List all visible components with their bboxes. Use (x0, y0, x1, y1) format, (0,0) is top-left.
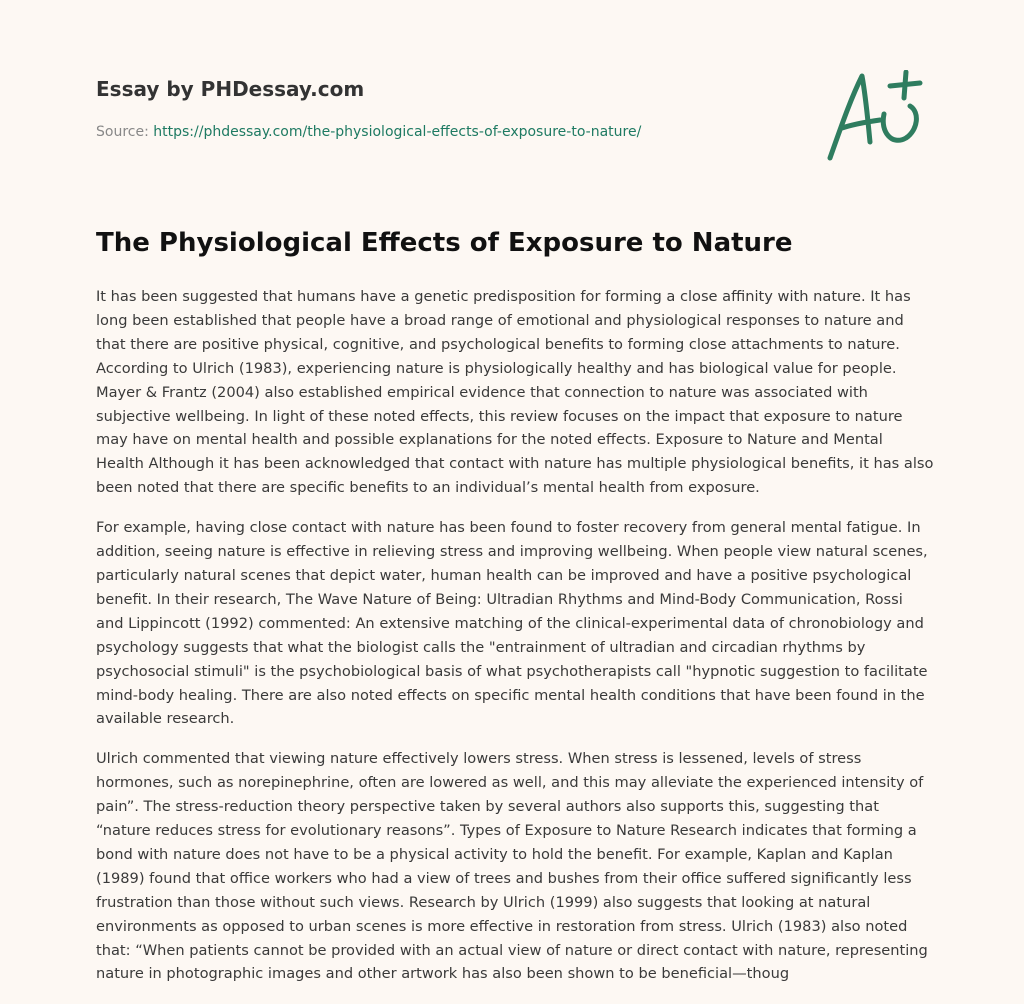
a-plus-logo (822, 70, 928, 162)
essay-title: The Physiological Effects of Exposure to Nature (96, 228, 793, 258)
essay-paragraph-1: It has been suggested that humans have a genetic predisposition for forming a close affinity with nature. It has long been established that people have a broad range of emotional and physiological responses to nature and that there are positive physical, cognitive, and psychological benefits to forming close attachments to nature. According to Ulrich (1983), experiencing nature is physiologically healthy and has biological value for people. Mayer & Frantz (2004) also established empirical evidence that connection to nature was associated with subjective wellbeing. In light of these noted effects, this review focuses on the impact that exposure to nature may have on mental health and possible explanations for the noted effects. Exposure to Nature and Mental Health Although it has been acknowledged that contact with nature has multiple physiological benefits, it has also been noted that there are specific benefits to an individual’s mental health from exposure. (96, 288, 934, 497)
a-plus-logo-icon (822, 70, 928, 162)
site-title: Essay by PHDessay.com (96, 77, 365, 101)
source-link[interactable]: https://phdessay.com/the-physiological-effects-of-exposure-to-nature/ (153, 124, 642, 140)
source-line (96, 124, 641, 140)
source-label: Source: (96, 124, 149, 140)
essay-body (96, 285, 934, 1002)
essay-paragraph-2: For example, having close contact with nature has been found to foster recovery from general mental fatigue. In addition, seeing nature is effective in relieving stress and improving wellbeing. When people view natural scenes, particularly natural scenes that depict water, human health can be improved and have a positive psychological benefit. In their research, The Wave Nature of Being: Ultradian Rhythms and Mind-Body Communication, Rossi and Lippincott (1992) commented: An extensive matching of the clinical-experimental data of chronobiology and psychology suggests that what the biologist calls the "entrainment of ultradian and circadian rhythms by psychosocial stimuli" is the psychobiological basis of what psychotherapists call "hypnotic suggestion to facilitate mind-body healing. There are also noted effects on specific mental health conditions that have been found in the available research. (96, 519, 928, 728)
essay-paragraph-3: Ulrich commented that viewing nature effectively lowers stress. When stress is lessened, levels of stress hormones, such as norepinephrine, often are lowered as well, and this may alleviate the experienced intensity of pain”. The stress-reduction theory perspective taken by several authors also supports this, suggesting that “nature reduces stress for evolutionary reasons”. Types of Exposure to Nature Research indicates that forming a bond with nature does not have to be a physical activity to hold the benefit. For example, Kaplan and Kaplan (1989) found that office workers who had a view of trees and bushes from their office suffered significantly less frustration than those without such views. Research by Ulrich (1999) also suggests that looking at natural environments as opposed to urban scenes is more effective in restoration from stress. Ulrich (1983) also noted that: “When patients cannot be provided with an actual view of nature or direct contact with nature, representing nature in photographic images and other artwork has also been shown to be beneficial—thoug (96, 750, 928, 983)
